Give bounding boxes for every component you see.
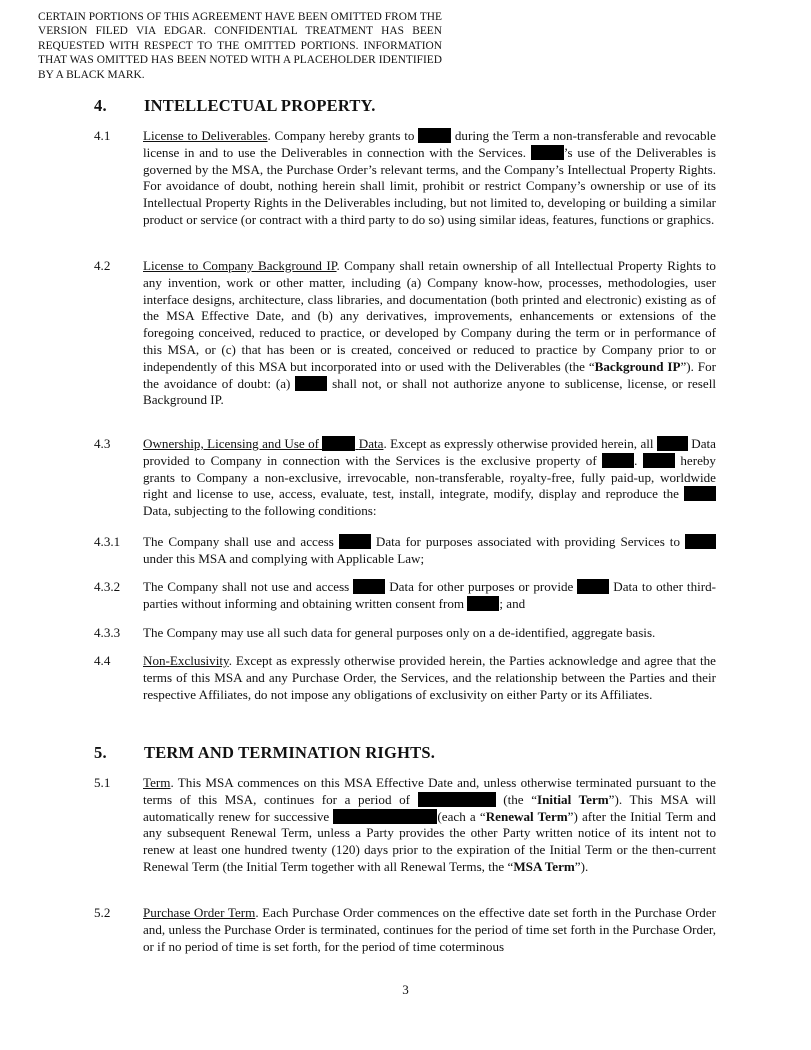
clause-title: Non-Exclusivity: [143, 653, 229, 668]
section-5-heading: [94, 743, 435, 763]
clause-number: 4.4: [94, 653, 111, 668]
section-title: TERM AND TERMINATION RIGHTS.: [144, 743, 436, 762]
clause-4-4: [94, 653, 716, 703]
clause-5-1: [94, 775, 716, 876]
clause-text: Ownership, Licensing and Use of Data. Except as expressly otherwise provided herein, all Data provided to Company in connection with the Services is the exclusive property of . hereby grants to Company a non-exclusive, irrevocable, non-transferable, royalty-free, fully paid-up, worldwide right and license to use, access, evaluate, test, install, integrate, modify, display and reproduce the Data, subjecting to the following conditions:: [143, 436, 716, 519]
defined-term: Initial Term: [537, 791, 609, 807]
clause-title: Ownership, Licensing and Use of Data: [143, 436, 384, 451]
clause-text: License to Company Background IP. Company shall retain ownership of all Intellectual Property Rights to any invention, work or other matter, including (a) Company know-how, processes, methodologies, user interface designs, architecture, class libraries, and documentation (both printed and electronic) existing as of the MSA Effective Date, and (b) any derivatives, improvements, enhancements or extensions of the foregoing conceived, reduced to practice, or developed by Company during the term or in performance of this MSA, or (c) that has been or is created, conceived or reduced to practice by Company prior to or independently of this MSA but incorporated into or used with the Deliverables (the “Background IP”). For the avoidance of doubt: (a) shall not, or shall not authorize anyone to sublicense, license, or resell Background IP.: [143, 258, 716, 408]
redaction-mark: [322, 436, 355, 451]
clause-number: 4.2: [94, 258, 111, 273]
redaction-mark: [657, 436, 688, 451]
clause-4-3-3: [94, 625, 716, 642]
clause-4-3-1: [94, 534, 716, 568]
redaction-mark: [577, 579, 609, 594]
clause-text: The Company may use all such data for general purposes only on a de-identified, aggregate basis.: [143, 625, 656, 640]
clause-text: Purchase Order Term. Each Purchase Order commences on the effective date set forth in the Purchase Order and, unless the Purchase Order is terminated, continues for the period of time set forth in the Purchase Order, or if no period of time is set forth, for the period of time coterminous: [143, 905, 716, 954]
clause-number: 4.3.3: [94, 625, 121, 640]
clause-4-1: [94, 128, 716, 229]
clause-number: 4.3.2: [94, 579, 121, 594]
clause-title: Purchase Order Term: [143, 905, 256, 920]
page-number: 3: [402, 982, 409, 997]
clause-text: The Company shall not use and access Data for other purposes or provide Data to other third-parties without informing and obtaining written consent from ; and: [143, 579, 717, 611]
clause-text: The Company shall use and access Data for purposes associated with providing Services to under this MSA and complying with Applicable Law;: [143, 534, 716, 568]
clause-4-2: [94, 258, 716, 409]
redaction-mark: [295, 376, 327, 391]
clause-text: Non-Exclusivity. Except as expressly otherwise provided herein, the Parties acknowledge and agree that the terms of this MSA and any Purchase Order, the Services, and the relationship between the Parties and their respective Affiliates, do not impose any obligations of exclusivity on either Party or its Affiliates.: [143, 653, 716, 702]
confidential-treatment-notice: CERTAIN PORTIONS OF THIS AGREEMENT HAVE BEEN OMITTED FROM THE VERSION FILED VIA EDGAR. CONFIDENTIAL TREATMENT HAS BEEN REQUESTED WITH RESPECT TO THE OMITTED PORTIONS. INFORMATION THAT WAS OMITTED HAS BEEN NOTED WITH A PLACEHOLDER IDENTIFIED BY A BLACK MARK.: [38, 11, 442, 81]
clause-number: 5.1: [94, 775, 111, 790]
defined-term: MSA Term: [513, 858, 575, 874]
clause-text: License to Deliverables. Company hereby grants to during the Term a non-transferable and revocable license in and to use the Deliverables in connection with the Services. ’s use of the Deliverables is governed by the MSA, the Purchase Order’s relevant terms, and the Company’s Intellectual Property Rights. For avoidance of doubt, nothing herein shall limit, prohibit or restrict Company’s ownership or use of its Intellectual Property Rights in the Deliverables including, but not limited to, developing or building a similar product or service (or contract with a third party to do so) using similar ideas, features, functions or graphics.: [143, 128, 716, 227]
section-number: 4.: [94, 96, 107, 115]
redaction-mark: [684, 486, 716, 501]
redaction-mark: [531, 145, 564, 160]
clause-number: 4.3: [94, 436, 111, 451]
clause-4-3-2: [94, 579, 716, 613]
redaction-mark: [333, 809, 437, 824]
redaction-mark: [418, 792, 496, 807]
redaction-mark: [418, 128, 451, 143]
clause-number: 4.1: [94, 128, 111, 143]
clause-4-3: [94, 436, 716, 520]
redaction-mark: [339, 534, 371, 549]
redaction-mark: [685, 534, 716, 549]
redaction-mark: [643, 453, 675, 468]
clause-number: 4.3.1: [94, 534, 121, 549]
clause-5-2: [94, 905, 716, 955]
clause-title: License to Company Background IP: [143, 258, 337, 273]
clause-number: 5.2: [94, 905, 111, 920]
redaction-mark: [467, 596, 499, 611]
section-number: 5.: [94, 743, 107, 762]
clause-text: Term. This MSA commences on this MSA Effective Date and, unless otherwise terminated pursuant to the terms of this MSA, continues for a period of (the “Initial Term”). This MSA will automatically renew for successive (each a “Renewal Term”) after the Initial Term and any subsequent Renewal Term, unless a Party provides the other Party written notice of its intent not to renew at least one hundred twenty (120) days prior to the expiration of the Initial Term or the then-current Renewal Term (the Initial Term together with all Renewal Terms, the “MSA Term”).: [143, 775, 716, 874]
defined-term: Background IP: [594, 358, 681, 374]
defined-term: Renewal Term: [485, 808, 568, 824]
clause-title: Term: [143, 775, 171, 790]
section-title: INTELLECTUAL PROPERTY.: [144, 96, 376, 115]
redaction-mark: [602, 453, 634, 468]
section-4-heading: [94, 96, 376, 116]
redaction-mark: [353, 579, 385, 594]
clause-title: License to Deliverables: [143, 128, 268, 143]
